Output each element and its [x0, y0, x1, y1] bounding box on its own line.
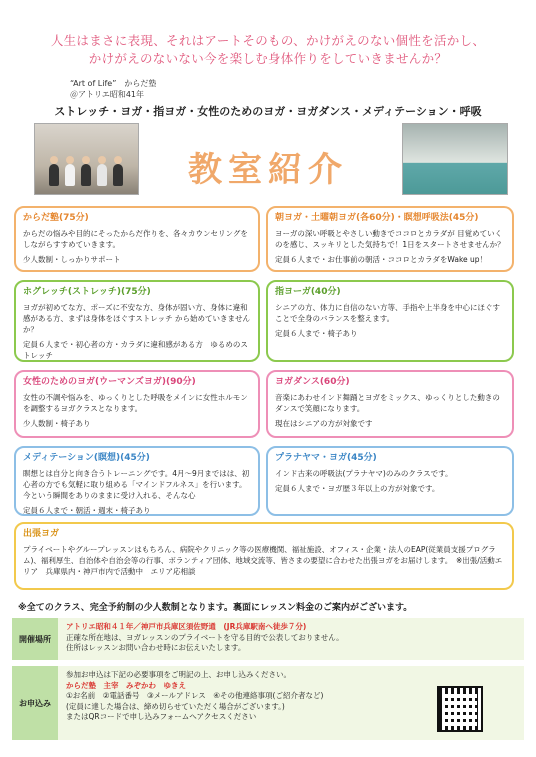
hero-line-1: 人生はまさに表現、それはアートそのもの、かけがえのない個性を活かし、: [50, 33, 486, 48]
class-desc: インド古来の呼吸法(プラナヤマ)のみのクラスです。: [275, 469, 453, 478]
application-capacity-note: (定員に達した場合は、締め切らせていただく場合がございます。): [66, 701, 285, 711]
brand-art-of-life: “Art of Life” からだ塾: [70, 79, 157, 88]
class-card-karadajuku: [14, 206, 260, 272]
class-card-yoga-dance: [266, 370, 514, 438]
class-card-womens-yoga: [14, 370, 260, 438]
class-card-meditation: [14, 446, 260, 516]
application-organizer: からだ塾 主宰 みぞかわ ゆきえ: [66, 680, 186, 690]
reservation-note: ※全てのクラス、完全予約制の少人数制となります。裏面にレッスン料金のご案内がございます。: [18, 603, 413, 613]
class-desc: 女性の不調や悩みを、ゆっくりとした呼吸をメインに女性ホルモンを調整するヨガクラスとなります。: [23, 393, 248, 413]
class-desc: シニアの方、体力に自信のない方等、手指や上半身を中心にほぐすことで全身のバランスを整えます。: [275, 303, 500, 323]
class-title: 指ヨーガ(40分): [275, 287, 341, 297]
class-note: 定員６人まで・お仕事前の朝活・ココロとカラダをWake up！: [275, 255, 488, 264]
class-title: プラナヤマ・ヨガ(45分): [275, 453, 377, 463]
class-types-subtitle: ストレッチ・ヨガ・指ヨガ・女性のためのヨガ・ヨガダンス・メディテーション・呼吸: [54, 105, 482, 118]
class-note: 少人数制・しっかりサポート: [23, 255, 121, 264]
application-intro: 参加お申込は下記の必要事項をご明記の上、お申し込みください。: [66, 670, 291, 679]
venue-label: 開催場所: [12, 618, 58, 660]
class-note: 定員６人まで・椅子あり: [275, 329, 358, 338]
class-card-outreach-yoga: [14, 522, 514, 590]
application-required-fields: ①お名前 ②電話番号 ③メールアドレス ④その他連絡事項(ご紹介者など): [66, 691, 324, 700]
class-note: 定員６人まで・ヨガ歴３年以上の方が対象です。: [275, 484, 440, 493]
page-title: 教室紹介: [188, 150, 348, 190]
class-title: 朝ヨガ・土曜朝ヨガ(各60分)・瞑想呼吸法(45分): [275, 213, 479, 223]
class-title: ヨガダンス(60分): [275, 377, 350, 387]
hero-line-2: かけがえのないない今を楽しむ身体作りをしていきませんか？: [88, 51, 448, 66]
class-note: 定員６人まで・初心者の方・カラダに違和感がある方 ゆるめのストレッチ: [23, 340, 248, 360]
class-card-hogurecchi: [14, 280, 260, 362]
class-title: からだ塾(75分): [23, 213, 89, 223]
application-qr-note: またはQRコードで申し込みフォームへアクセスください: [66, 712, 257, 721]
class-title: 出張ヨガ: [23, 529, 60, 539]
class-desc: ヨーガの深い呼吸とやさしい動きでココロとカラダが 目覚めていくのを感じ、スッキリとした気持ちで！1日をスタートさせませんか？: [275, 229, 505, 249]
brand-atelier: ＠アトリエ昭和41年: [70, 90, 145, 99]
venue-address: アトリエ昭和４１年／神戸市兵庫区須佐野通 (JR兵庫駅南へ徒歩７分): [66, 622, 307, 631]
class-card-finger-yoga: [266, 280, 514, 362]
venue-contact-note: 住所はレッスンお問い合わせ時にお伝えいたします。: [66, 643, 246, 652]
class-title: メディテーション(瞑想)(45分): [23, 453, 150, 463]
class-desc: 音楽にあわせインド舞踊とヨガをミックス、ゆっくりとした動きのダンスで笑顔になります。: [275, 393, 500, 413]
venue-section: [12, 618, 524, 660]
class-card-morning-yoga: [266, 206, 514, 272]
class-desc: ヨガが初めてな方、ポーズに不安な方、身体が固い方、身体に違和感がある方、まずは身体をほぐすストレッチ から始めていきませんか？: [23, 303, 251, 334]
venue-privacy-note: 正確な所在地は、ヨガレッスンのプライベートを守る目的で公表しておりません。: [66, 632, 344, 642]
application-label: お申込み: [12, 666, 58, 740]
hero-text: [0, 32, 536, 68]
class-title: ホグレッチ(ストレッチ)(75分): [23, 287, 151, 297]
class-desc: 瞑想とは自分と向き合うトレーニングです。4月～9月まではは、初心者の方でも気軽に取り組める「マインドフルネス」を行います。今という瞬間をありのままに受け入れる、そんな心: [23, 469, 250, 500]
class-note: 少人数制・椅子あり: [23, 419, 91, 428]
class-desc: からだの悩みや目的にそったからだ作りを、各々カウンセリングをしながらすすめていきます。: [23, 229, 248, 249]
class-note: 定員６人まで・朝活・週末・椅子あり: [23, 506, 151, 515]
class-card-pranayama: [266, 446, 514, 516]
class-desc: プライベートやグループレッスンはもちろん、病院やクリニック等の医療機関、福祉施設、オフィス・企業・法人のEAP(従業員支援プログラム)、福利厚生、自治体や自治会等の行事、ボランティア団体、地域交流等、皆さまの要望に合わせた出張ヨガをお届けします。 ※出張/活動エリア 兵庫県内・神戸市内で活動中 エリア応相談: [23, 545, 503, 576]
brand-block: [70, 78, 156, 100]
class-note: 現在はシニアの方が対象です: [275, 419, 373, 428]
class-title: 女性のためのヨガ(ウーマンズヨガ)(90分): [23, 377, 196, 387]
application-qr-code[interactable]: [437, 686, 483, 732]
